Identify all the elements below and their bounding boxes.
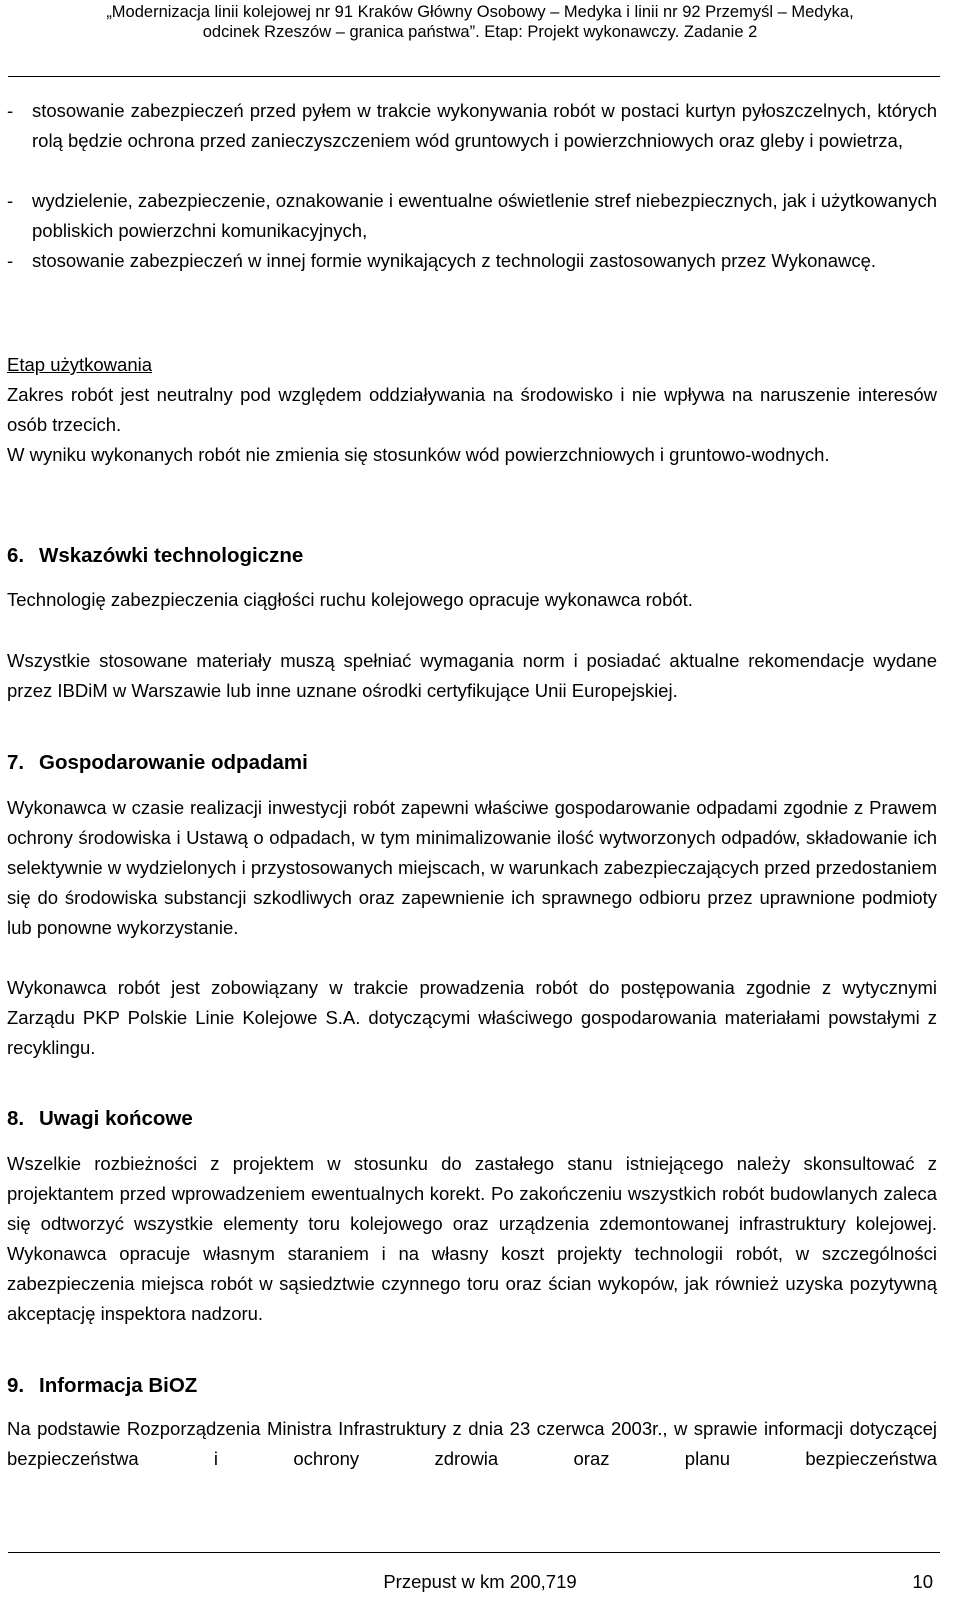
section-heading (7, 541, 303, 571)
document-header (0, 2, 960, 42)
paragraph: Zakres robót jest neutralny pod względem oddziaływania na środowisko i nie wpływa na naruszenie interesów osób trzecich. (7, 384, 937, 435)
paragraph: Na podstawie Rozporządzenia Ministra Infrastruktury z dnia 23 czerwca 2003r., w sprawie informacji dotyczącej bezpieczeństwa i ochrony zdrowia oraz planu bezpieczeństwa (7, 1418, 937, 1469)
bullet-text: wydzielenie, zabezpieczenie, oznakowanie i ewentualne oświetlenie stref niebezpiecznych, jak i użytkowanych pobliskich powierzchni komunikacyjnych, (32, 190, 937, 241)
page-number: 10 (912, 1571, 933, 1592)
paragraph: W wyniku wykonanych robót nie zmienia się stosunków wód powierzchniowych i gruntowo-wodnych. (7, 444, 830, 465)
paragraph: Wykonawca w czasie realizacji inwestycji robót zapewni właściwe gospodarowanie odpadami zgodnie z Prawem ochrony środowiska i Ustawą o odpadach, w tym minimalizowanie ilość wytworzonych odpadów, składowanie ich selektywnie w wydzielonych i przystosowanych miejscach, w warunkach zabezpieczających przed przedostaniem się do środowiska substancji szkodliwych oraz zapewnienie ich sprawnego odbioru przez uprawnione podmioty lub ponowne wykorzystanie. (7, 797, 937, 938)
header-line-2: odcinek Rzeszów – granica państwa”. Etap: Projekt wykonawczy. Zadanie 2 (202, 23, 758, 41)
footer-title: Przepust w km 200,719 (383, 1571, 577, 1592)
bullet-marker: - (7, 100, 14, 121)
section-number: 6. (7, 544, 25, 567)
section-title: Wskazówki technologiczne (39, 544, 304, 567)
section-heading (7, 1371, 197, 1401)
subsection-title: Etap użytkowania (7, 354, 153, 375)
section-heading (7, 748, 308, 778)
section-title: Gospodarowanie odpadami (39, 751, 308, 774)
footer-rule (8, 1552, 940, 1553)
paragraph: Wszelkie rozbieżności z projektem w stosunku do zastałego stanu istniejącego należy skonsultować z projektantem przed wprowadzeniem ewentualnych korekt. Po zakończeniu wszystkich robót budowlanych zaleca się odtworzyć wszystkie elementy toru kolejowego oraz urządzenia zdemontowanej infrastruktury kolejowej. Wykonawca opracuje własnym staraniem i na własny koszt projekty technologii robót, w szczególności zabezpieczenia miejsca robót w sąsiedztwie czynnego toru oraz ścian wykopów, jak również uzyska pozytywną akceptację inspektora nadzoru. (7, 1153, 937, 1324)
paragraph: Wszystkie stosowane materiały muszą spełniać wymagania norm i posiadać aktualne rekomendacje wydane przez IBDiM w Warszawie lub inne uznane ośrodki certyfikujące Unii Europejskiej. (7, 650, 937, 701)
bullet-text: stosowanie zabezpieczeń w innej formie wynikających z technologii zastosowanych przez Wykonawcę. (32, 250, 877, 271)
header-line-1: „Modernizacja linii kolejowej nr 91 Kraków Główny Osobowy – Medyka i linii nr 92 Przemyśl – Medyka, (106, 3, 854, 21)
section-heading (7, 1104, 193, 1134)
bullet-text: stosowanie zabezpieczeń przed pyłem w trakcie wykonywania robót w postaci kurtyn pyłoszczelnych, których rolą będzie ochrona przed zanieczyszczeniem wód gruntowych i powierzchniowych oraz gleby i powietrza, (32, 100, 937, 151)
bullet-marker: - (7, 250, 14, 271)
paragraph: Wykonawca robót jest zobowiązany w trakcie prowadzenia robót do postępowania zgodnie z wytycznymi Zarządu PKP Polskie Linie Kolejowe S.A. dotyczącymi właściwego gospodarowania materiałami powstałymi z recyklingu. (7, 977, 937, 1058)
paragraph: Technologię zabezpieczenia ciągłości ruchu kolejowego opracuje wykonawca robót. (7, 589, 693, 610)
section-number: 7. (7, 751, 25, 774)
bullet-marker: - (7, 190, 14, 211)
header-rule (8, 76, 940, 77)
section-number: 9. (7, 1374, 25, 1397)
section-title: Uwagi końcowe (39, 1107, 193, 1130)
section-title: Informacja BiOZ (39, 1374, 198, 1397)
section-number: 8. (7, 1107, 25, 1130)
